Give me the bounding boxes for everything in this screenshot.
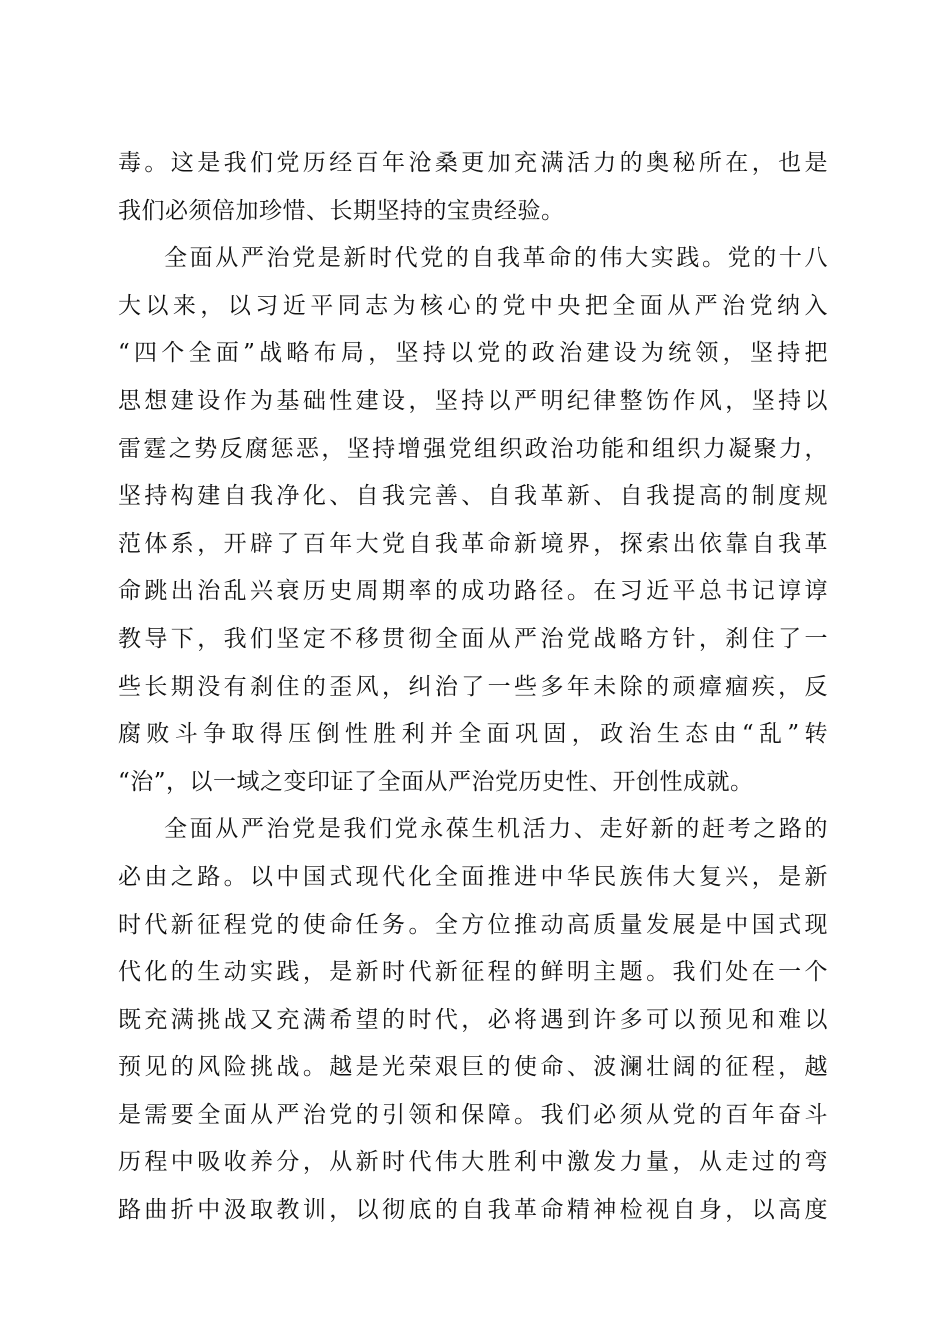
text-line: 预见的风险挑战。越是光荣艰巨的使命、波澜壮阔的征程，越 <box>118 1054 828 1081</box>
text-line: 时代新征程党的使命任务。全方位推动高质量发展是中国式现 <box>118 911 828 938</box>
text-line: 教导下，我们坚定不移贯彻全面从严治党战略方针，刹住了一 <box>118 625 828 652</box>
text-line: 代化的生动实践，是新时代新征程的鲜明主题。我们处在一个 <box>118 959 828 986</box>
text-line: 思想建设作为基础性建设，坚持以严明纪律整饬作风，坚持以 <box>118 387 828 414</box>
text-line: 命跳出治乱兴衰历史周期率的成功路径。在习近平总书记谆谆 <box>118 578 828 605</box>
text-line: 范体系，开辟了百年大党自我革命新境界，探索出依靠自我革 <box>118 530 828 557</box>
body-text <box>118 140 828 1235</box>
text-line: 我们必须倍加珍惜、长期坚持的宝贵经验。 <box>118 197 565 224</box>
text-line: 既充满挑战又充满希望的时代，必将遇到许多可以预见和难以 <box>118 1006 828 1033</box>
paragraph-start-line: 全面从严治党是新时代党的自我革命的伟大实践。党的十八 <box>164 245 828 272</box>
text-line: 坚持构建自我净化、自我完善、自我革新、自我提高的制度规 <box>118 483 828 510</box>
text-line: 大以来，以习近平同志为核心的党中央把全面从严治党纳入 <box>118 292 828 319</box>
text-line: 些长期没有刹住的歪风，纠治了一些多年未除的顽瘴痼疾，反 <box>118 673 828 700</box>
paragraph-start-line: 全面从严治党是我们党永葆生机活力、走好新的赶考之路的 <box>164 816 828 843</box>
text-line: 历程中吸收养分，从新时代伟大胜利中激发力量，从走过的弯 <box>118 1149 828 1176</box>
text-line: 腐败斗争取得压倒性胜利并全面巩固，政治生态由“乱”转 <box>118 721 828 748</box>
text-line: 是需要全面从严治党的引领和保障。我们必须从党的百年奋斗 <box>118 1101 828 1128</box>
text-line: “治”，以一域之变印证了全面从严治党历史性、开创性成就。 <box>118 768 754 795</box>
text-line: 毒。这是我们党历经百年沧桑更加充满活力的奥秘所在，也是 <box>118 150 828 176</box>
text-line: 雷霆之势反腐惩恶，坚持增强党组织政治功能和组织力凝聚力， <box>118 435 828 462</box>
text-line: 路曲折中汲取教训，以彻底的自我革命精神检视自身，以高度 <box>118 1197 828 1224</box>
text-line: “四个全面”战略布局，坚持以党的政治建设为统领，坚持把 <box>118 340 828 367</box>
text-line: 必由之路。以中国式现代化全面推进中华民族伟大复兴，是新 <box>118 863 828 890</box>
